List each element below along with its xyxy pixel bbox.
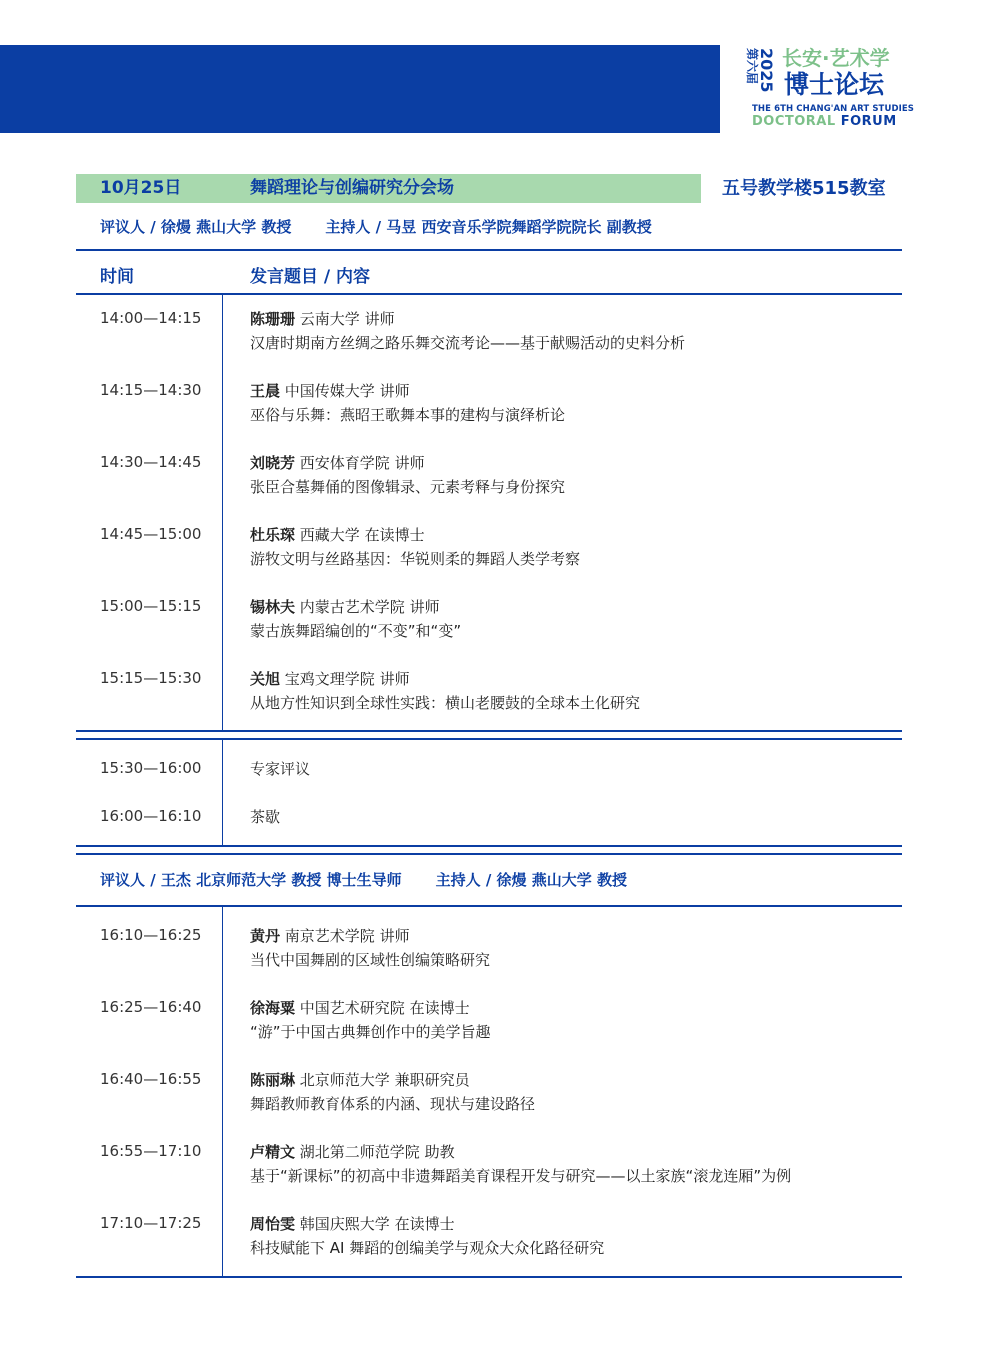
list-item [250,1212,604,1260]
logo-doctoral: DOCTORAL [752,114,836,129]
slot-time: 16:10—16:25 [100,926,202,944]
slot-time: 14:45—15:00 [100,525,202,543]
talk-topic: 汉唐时期南方丝绸之路乐舞交流考论——基于献赐活动的史料分析 [250,334,686,352]
first-reviewer: 评议人 / 徐熳 燕山大学 教授 [100,218,292,236]
speaker-name: 杜乐琛 [250,526,296,544]
speaker-name: 黄丹 [250,927,281,945]
divider [76,853,902,855]
talk-topic: 舞蹈教师教育体系的内涵、现状与建设路径 [250,1095,536,1113]
speaker-name: 关旭 [250,670,281,688]
talk-topic: “游”于中国古典舞创作中的美学旨趣 [250,1023,491,1041]
session-room: 五号教学楼515教室 [722,178,886,199]
divider [76,1276,902,1278]
speaker-affiliation: 西安体育学院 讲师 [299,454,425,472]
talk-topic: 巫俗与乐舞：燕昭王歌舞本事的建构与演绎析论 [250,406,566,424]
column-header-content: 发言题目 / 内容 [250,267,371,287]
divider [76,845,902,847]
divider [76,738,902,740]
speaker-name: 徐海粟 [250,999,296,1017]
talk-topic: 张臣合墓舞俑的图像辑录、元素考释与身份探究 [250,478,566,496]
second-host: 主持人 / 徐熳 燕山大学 教授 [435,871,627,889]
divider [76,730,902,732]
list-item [250,1140,791,1188]
forum-logo [740,46,915,132]
talk-topic: 当代中国舞剧的区域性创编策略研究 [250,951,491,969]
first-block-roles [100,216,652,237]
list-item [250,307,685,355]
speaker-name: 周怡雯 [250,1215,296,1233]
list-item [250,667,640,715]
talk-topic: 科技赋能下 AI 舞蹈的创编美学与观众大众化路径研究 [250,1239,605,1257]
slot-time: 14:00—14:15 [100,309,202,327]
logo-year: 2025 [757,48,776,93]
first-host: 主持人 / 马昱 西安音乐学院舞蹈学院院长 副教授 [325,218,652,236]
speaker-affiliation: 南京艺术学院 讲师 [284,927,410,945]
speaker-affiliation: 西藏大学 在读博士 [299,526,425,544]
break-label: 茶歇 [250,808,281,826]
list-item [250,996,491,1044]
divider [76,293,902,295]
slot-time: 16:40—16:55 [100,1070,202,1088]
talk-topic: 从地方性知识到全球性实践：横山老腰鼓的全球本土化研究 [250,694,641,712]
speaker-name: 锡林夫 [250,598,296,616]
speaker-name: 陈珊珊 [250,310,296,328]
speaker-name: 刘晓芳 [250,454,296,472]
talk-topic: 蒙古族舞蹈编创的“不变”和“变” [250,622,462,640]
list-item [250,1068,535,1116]
slot-time: 14:30—14:45 [100,453,202,471]
logo-forum: FORUM [840,114,897,129]
list-item [250,523,580,571]
logo-edition-year [745,48,778,106]
logo-title-line1: 长安·艺术学 [782,46,890,70]
talk-topic: 基于“新课标”的初高中非遗舞蹈美育课程开发与研究——以土家族“滚龙连厢”为例 [250,1167,792,1185]
slot-time: 15:15—15:30 [100,669,202,687]
logo-title-line2: 博士论坛 [784,70,885,99]
divider [76,905,902,907]
speaker-affiliation: 云南大学 讲师 [299,310,395,328]
column-separator [222,294,223,730]
list-item [250,595,461,643]
slot-time: 15:00—15:15 [100,597,202,615]
break-time: 16:00—16:10 [100,807,202,825]
speaker-affiliation: 北京师范大学 兼职研究员 [299,1071,470,1089]
break-time: 15:30—16:00 [100,759,202,777]
speaker-affiliation: 内蒙古艺术学院 讲师 [299,598,440,616]
session-title: 舞蹈理论与创编研究分会场 [250,178,454,198]
column-separator [222,739,223,845]
speaker-affiliation: 宝鸡文理学院 讲师 [284,670,410,688]
logo-english-line2 [752,114,897,129]
slot-time: 17:10—17:25 [100,1214,202,1232]
second-block-roles [100,869,627,890]
speaker-affiliation: 湖北第二师范学院 助教 [299,1143,455,1161]
column-separator [222,906,223,1276]
list-item [250,924,490,972]
divider [76,249,902,251]
column-header-time: 时间 [100,267,134,287]
slot-time: 14:15—14:30 [100,381,202,399]
speaker-name: 王晨 [250,382,281,400]
slot-time: 16:55—17:10 [100,1142,202,1160]
list-item [250,379,565,427]
talk-topic: 游牧文明与丝路基因：华锐则柔的舞蹈人类学考察 [250,550,581,568]
speaker-affiliation: 韩国庆熙大学 在读博士 [299,1215,455,1233]
header-banner [0,45,720,133]
speaker-affiliation: 中国艺术研究院 在读博士 [299,999,470,1017]
break-label: 专家评议 [250,760,311,778]
second-reviewer: 评议人 / 王杰 北京师范大学 教授 博士生导师 [100,871,402,889]
speaker-name: 卢精文 [250,1143,296,1161]
list-item [250,451,565,499]
slot-time: 16:25—16:40 [100,998,202,1016]
speaker-affiliation: 中国传媒大学 讲师 [284,382,410,400]
logo-edition: 第六届 [745,48,759,85]
speaker-name: 陈丽琳 [250,1071,296,1089]
logo-english-line1: THE 6TH CHANG'AN ART STUDIES [752,104,915,114]
session-date: 10月25日 [100,178,182,198]
